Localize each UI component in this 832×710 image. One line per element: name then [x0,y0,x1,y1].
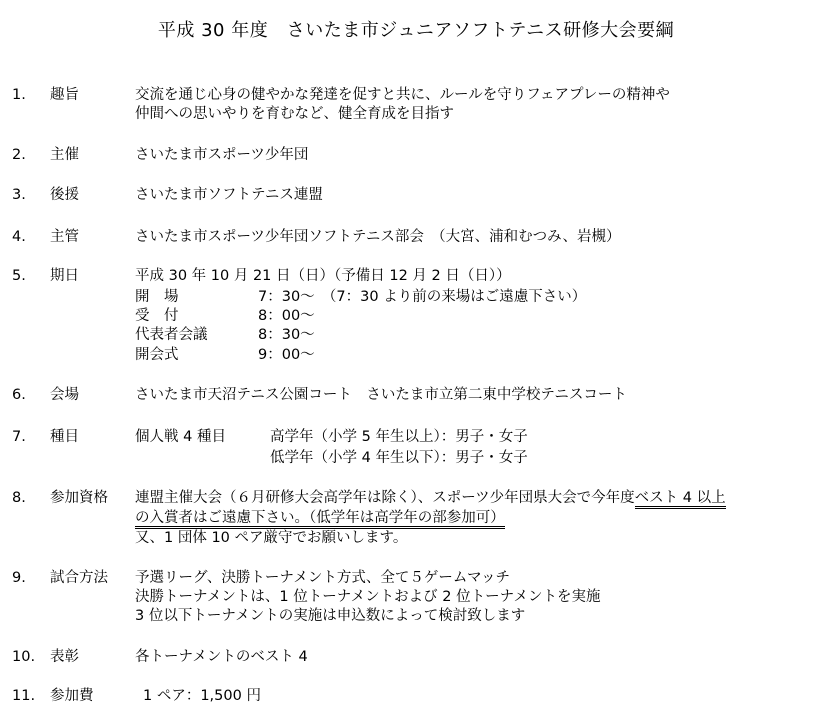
item-text: 交流を通じ心身の健やかな発達を促すと共に、ルールを守りフェアプレーの精神や [135,87,670,103]
item-text: 又、1 団体 10 ペア厳守でお願いします。 [135,530,408,546]
item-number: 8. [12,490,26,506]
item-number: 4. [12,229,26,245]
item-text: さいたま市スポーツ少年団 [135,147,309,163]
item-label-format: 試合方法 [50,570,108,586]
item-text: 決勝トーナメントは、1 位トーナメントおよび 2 位トーナメントを実施 [135,589,601,605]
item-label-eligibility: 参加資格 [50,490,108,506]
event-type: 個人戦 4 種目 [135,429,226,445]
item-label-fee: 参加費 [50,688,94,704]
item-label-events: 種目 [50,429,79,445]
eligibility-underlined: ベスト 4 以上 [635,490,726,509]
item-number: 3. [12,187,26,203]
item-number: 6. [12,387,26,403]
item-label-purpose: 趣旨 [50,87,79,103]
schedule-name: 開 場 [135,289,179,305]
item-text: 仲間への思いやりを育むなど、健全育成を目指す [135,106,454,122]
schedule-name: 受 付 [135,308,179,324]
document-title: 平成 30 年度 さいたま市ジュニアソフトテニス研修大会要綱 [157,20,675,41]
item-text: 高学年（小学 5 年生以上）：男子・女子 [270,429,528,445]
schedule-time: 7：30～ （7：30 より前の来場はご遠慮下さい） [258,289,587,305]
item-label-organizer: 主催 [50,147,79,163]
schedule-time: 8：00～ [258,308,315,324]
eligibility-line-2 [135,509,505,528]
item-number: 2. [12,147,26,163]
schedule-name: 開会式 [135,347,179,363]
item-number: 11. [12,688,36,704]
item-text: さいたま市天沼テニス公園コート さいたま市立第二東中学校テニスコート [135,387,627,403]
item-text: 予選リーグ、決勝トーナメント方式、全て５ゲームマッチ [135,570,510,586]
item-number: 5. [12,268,26,284]
eligibility-text: 連盟主催大会（６月研修大会高学年は除く）、スポーツ少年団県大会で今年度 [135,490,635,506]
item-number: 1. [12,87,26,103]
eligibility-line-1 [135,489,726,508]
eligibility-underlined: の入賞者はご遠慮下さい。（低学年は高学年の部参加可） [135,510,505,529]
schedule-time: 8：30～ [258,327,315,343]
schedule-time: 9：00～ [258,347,315,363]
item-text: 1 ペア：1,500 円 [143,688,261,704]
item-text: 3 位以下トーナメントの実施は申込数によって検討致します [135,608,526,624]
item-label-management: 主管 [50,229,79,245]
event-date: 平成 30 年 10 月 21 日（日）（予備日 12 月 2 日（日）） [135,268,511,284]
item-text: 各トーナメントのベスト 4 [135,649,308,665]
item-label-awards: 表彰 [50,649,79,665]
item-text: 低学年（小学 4 年生以下）：男子・女子 [270,450,528,466]
item-label-venue: 会場 [50,387,79,403]
item-number: 7. [12,429,26,445]
item-text: さいたま市ソフトテニス連盟 [135,187,323,203]
item-number: 10. [12,649,36,665]
item-number: 9. [12,570,26,586]
item-text: さいたま市スポーツ少年団ソフトテニス部会 （大宮、浦和むつみ、岩槻） [135,229,621,245]
item-label-support: 後援 [50,187,79,203]
item-label-date: 期日 [50,268,79,284]
schedule-name: 代表者会議 [135,327,208,343]
